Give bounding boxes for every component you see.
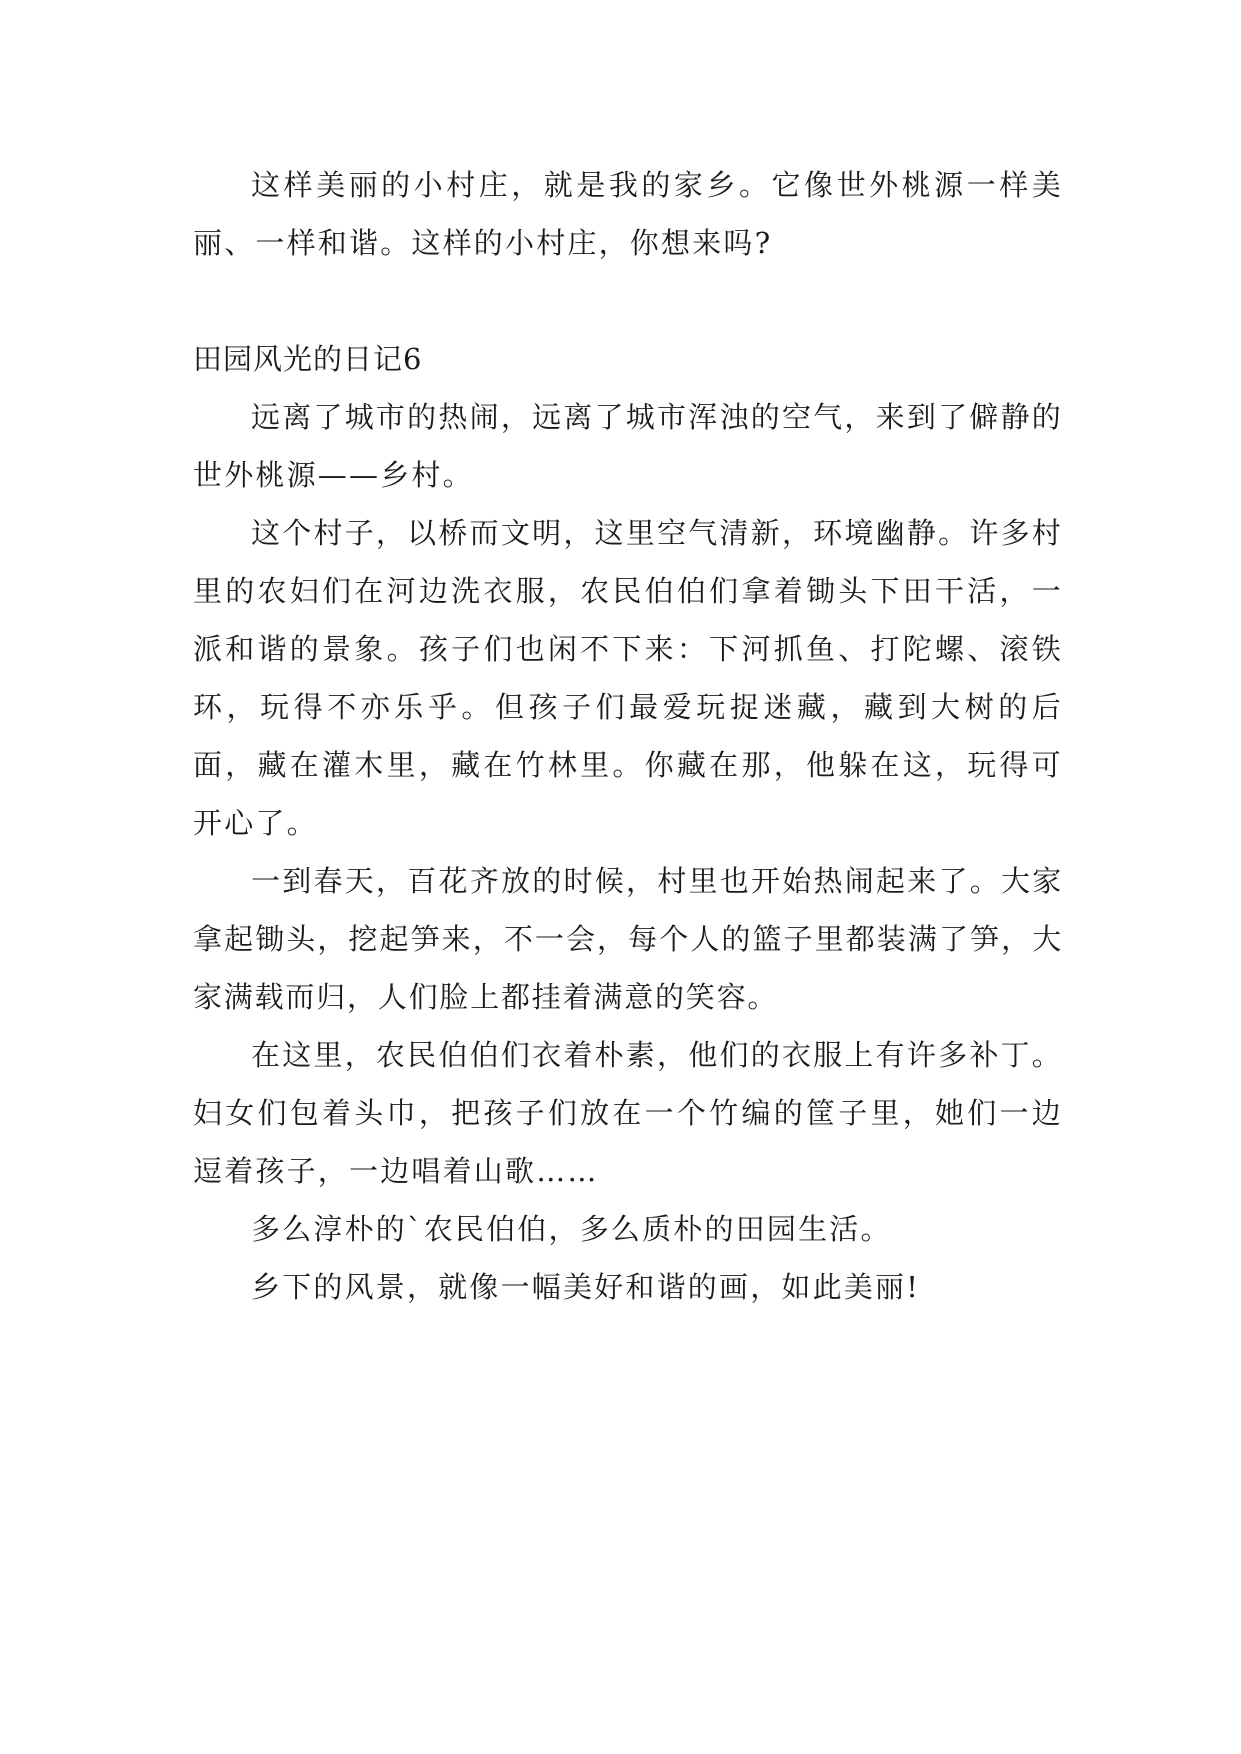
intro-paragraph: 这样美丽的小村庄，就是我的家乡。它像世外桃源一样美丽、一样和谐。这样的小村庄，你想来吗? (193, 168, 1063, 260)
paragraph-4: 在这里，农民伯伯们衣着朴素，他们的衣服上有许多补丁。妇女们包着头巾，把孩子们放在一个竹编的筐子里，她们一边逗着孩子，一边唱着山歌…… (193, 1038, 1063, 1188)
paragraph-2: 这个村子，以桥而文明，这里空气清新，环境幽静。许多村里的农妇们在河边洗衣服，农民伯伯们拿着锄头下田干活，一派和谐的景象。孩子们也闲不下来：下河抓鱼、打陀螺、滚铁环，玩得不亦乐乎。但孩子们最爱玩捉迷藏，藏到大树的后面，藏在灌木里，藏在竹林里。你藏在那，他躲在这，玩得可开心了。 (193, 516, 1063, 840)
document-body (193, 156, 1063, 1316)
paragraph-5: 多么淳朴的`农民伯伯，多么质朴的田园生活。 (251, 1212, 892, 1246)
paragraph-6: 乡下的风景，就像一幅美好和谐的画，如此美丽! (251, 1270, 921, 1304)
section-heading: 田园风光的日记6 (193, 342, 423, 376)
paragraph-3: 一到春天，百花齐放的时候，村里也开始热闹起来了。大家拿起锄头，挖起笋来，不一会，每个人的篮子里都装满了笋，大家满载而归，人们脸上都挂着满意的笑容。 (193, 864, 1063, 1014)
paragraph-1: 远离了城市的热闹，远离了城市浑浊的空气，来到了僻静的世外桃源——乡村。 (193, 400, 1063, 492)
